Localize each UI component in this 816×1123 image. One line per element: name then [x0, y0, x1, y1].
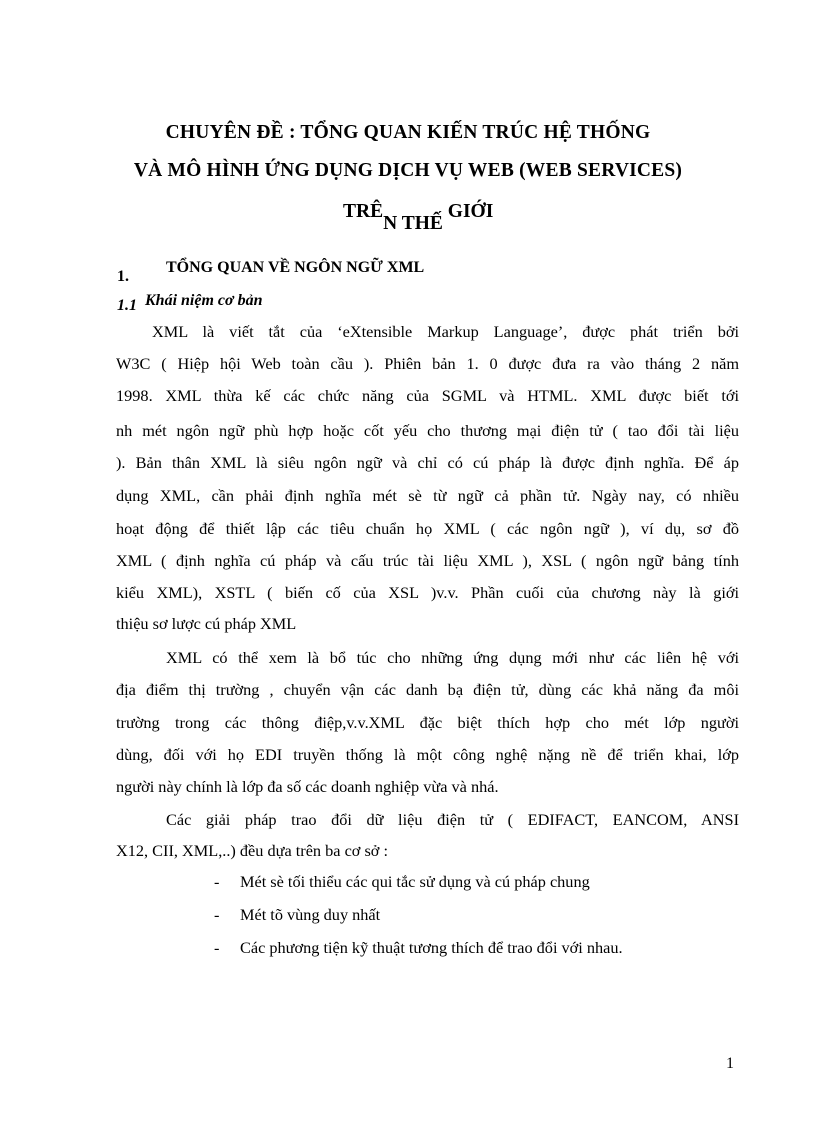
title-fragment-2: N THẾ: [383, 213, 443, 234]
list-item: Mét tõ vùng duy nhất: [240, 905, 381, 924]
bullet-dash: -: [214, 905, 220, 924]
title-fragment-3: GIỚI: [442, 201, 494, 222]
list-item: Mét sè tối thiểu các qui tắc sử dụng và cú pháp chung: [240, 872, 590, 891]
paragraph-line: trường trong các thông điệp,v.v.XML đặc biệt thích hợp cho mét lớp người: [116, 713, 739, 732]
paragraph-line: người này chính là lớp đa số các doanh nghiệp vừa và nhá.: [116, 777, 499, 796]
section-number: 1.: [117, 268, 129, 285]
subsection-heading: Khái niệm cơ bản: [145, 292, 263, 309]
document-title-line-3: [343, 201, 494, 234]
document-title-line-2: VÀ MÔ HÌNH ỨNG DỤNG DỊCH VỤ WEB (WEB SERVICES): [133, 160, 683, 181]
paragraph-line: W3C ( Hiệp hội Web toàn cầu ). Phiên bản 1. 0 được đưa ra vào tháng 2 năm: [116, 354, 739, 373]
paragraph-line: địa điểm thị trường , chuyển vận các danh bạ điện tử, dùng các khả năng đa môi: [116, 680, 739, 699]
paragraph-line: XML ( định nghĩa cú pháp và cấu trúc tài liệu XML ), XSL ( ngôn ngữ bảng tính: [116, 551, 739, 570]
paragraph-line: thiệu sơ lược cú pháp XML: [116, 614, 297, 633]
paragraph-line: nh mét ngôn ngữ phù hợp hoặc cốt yếu cho thương mại điện tử ( tao đổi tài liệu: [116, 421, 739, 440]
section-heading: TỔNG QUAN VỀ NGÔN NGỮ XML: [166, 259, 425, 276]
paragraph-line: kiểu XML), XSTL ( biến cố của XSL )v.v. Phần cuối của chương này là giới: [116, 583, 739, 602]
subsection-number: 1.1: [117, 297, 137, 314]
paragraph-line: dụng XML, cần phải định nghĩa mét sè từ ngữ cả phần tử. Ngày nay, có nhiều: [116, 486, 739, 505]
paragraph-line: dùng, đối với họ EDI truyền thống là một công nghệ nặng nề để triển khai, lớp: [116, 745, 739, 764]
paragraph-line: Các giải pháp trao đổi dữ liệu điện tử ( EDIFACT, EANCOM, ANSI: [166, 810, 739, 829]
bullet-dash: -: [214, 872, 220, 891]
page-number: 1: [726, 1055, 734, 1072]
title-fragment-1: TRÊ: [343, 201, 384, 222]
paragraph-line: X12, CII, XML,..) đều dựa trên ba cơ sở :: [116, 841, 389, 860]
paragraph-line: XML có thể xem là bổ túc cho những ứng dụng mới như các liên hệ với: [166, 648, 739, 667]
document-title-line-1: CHUYÊN ĐỀ : TỔNG QUAN KIẾN TRÚC HỆ THỐNG: [165, 122, 651, 143]
paragraph-line: XML là viết tắt của ‘eXtensible Markup Language’, được phát triển bởi: [152, 322, 739, 341]
paragraph-line: hoạt động để thiết lập các tiêu chuẩn họ XML ( các ngôn ngữ ), ví dụ, sơ đồ: [116, 519, 739, 538]
paragraph-line: ). Bản thân XML là siêu ngôn ngữ và chỉ có cú pháp là được định nghĩa. Để áp: [116, 453, 739, 472]
bullet-dash: -: [214, 938, 220, 957]
list-item: Các phương tiện kỹ thuật tương thích để trao đổi với nhau.: [240, 938, 623, 957]
paragraph-line: 1998. XML thừa kế các chức năng của SGML và HTML. XML được biết tới: [116, 386, 739, 405]
